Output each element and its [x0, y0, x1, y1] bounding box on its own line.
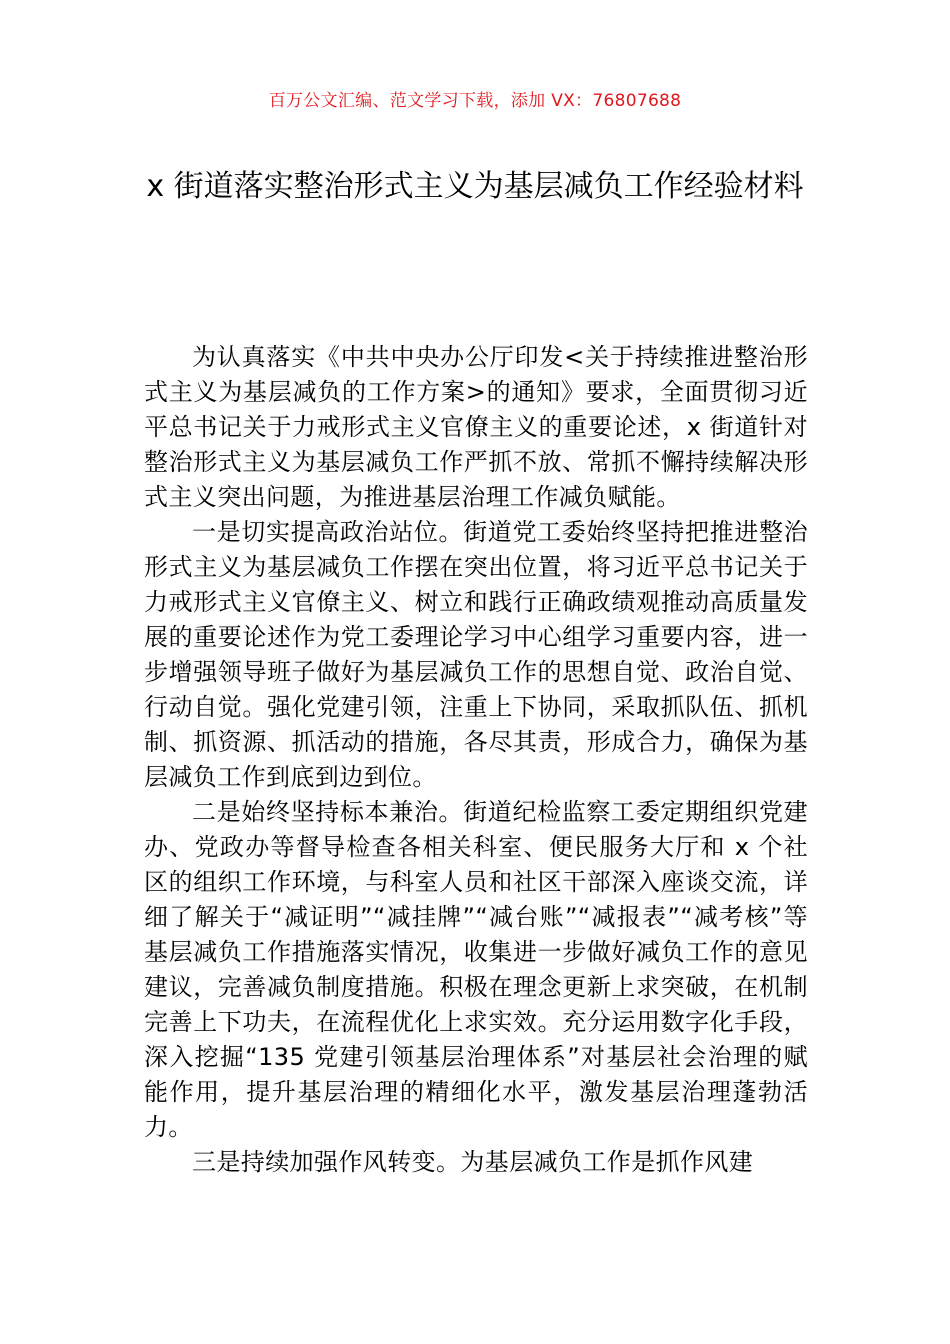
- intro-paragraph: 为认真落实《中共中央办公厅印发<关于持续推进整治形式主义为基层减负的工作方案>的通知》要求，全面贯彻习近平总书记关于力戒形式主义官僚主义的重要论述，x 街道针对整治形式主义为基层减负工作严抓不放、常抓不懈持续解决形式主义突出问题，为推进基层治理工作减负赋能。: [144, 343, 808, 511]
- document-title: x 街道落实整治形式主义为基层减负工作经验材料: [146, 169, 804, 204]
- document-body: [144, 340, 808, 1180]
- header-watermark-note: 百万公文汇编、范文学习下载，添加 VX：76807688: [268, 91, 682, 111]
- point-three-paragraph: 三是持续加强作风转变。为基层减负工作是抓作风建: [192, 1148, 754, 1176]
- point-one-paragraph: 一是切实提高政治站位。街道党工委始终坚持把推进整治形式主义为基层减负工作摆在突出位置，将习近平总书记关于力戒形式主义官僚主义、树立和践行正确政绩观推动高质量发展的重要论述作为党工委理论学习中心组学习重要内容，进一步增强领导班子做好为基层减负工作的思想自觉、政治自觉、行动自觉。强化党建引领，注重上下协同，采取抓队伍、抓机制、抓资源、抓活动的措施，各尽其责，形成合力，确保为基层减负工作到底到边到位。: [144, 518, 808, 791]
- point-two-paragraph: 二是始终坚持标本兼治。街道纪检监察工委定期组织党建办、党政办等督导检查各相关科室、便民服务大厅和 x 个社区的组织工作环境，与科室人员和社区干部深入座谈交流，详细了解关于“减证明”“减挂牌”“减台账”“减报表”“减考核”等基层减负工作措施落实情况，收集进一步做好减负工作的意见建议，完善减负制度措施。积极在理念更新上求突破，在机制完善上下功夫，在流程优化上求实效。充分运用数字化手段，深入挖掘“135 党建引领基层治理体系”对基层社会治理的赋能作用，提升基层治理的精细化水平，激发基层治理蓬勃活力。: [144, 798, 808, 1141]
